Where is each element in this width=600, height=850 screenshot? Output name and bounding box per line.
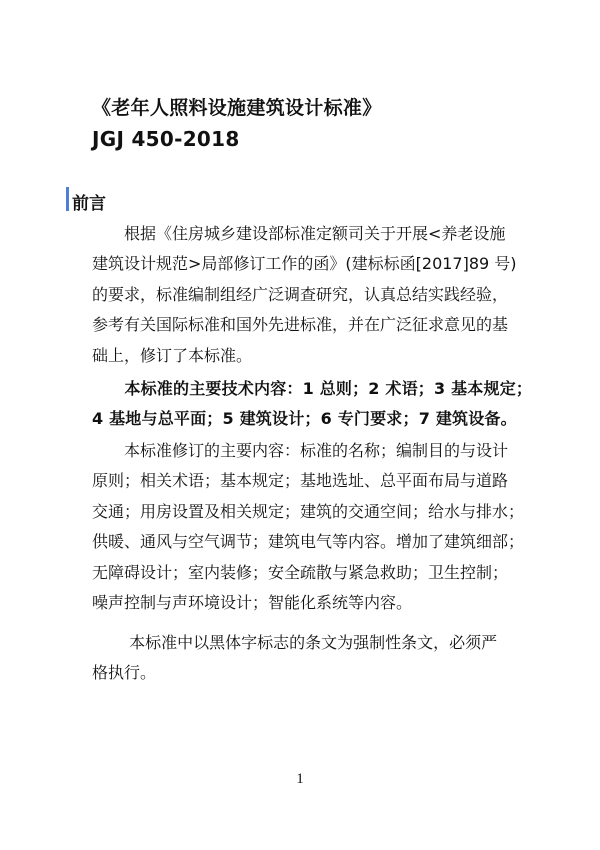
paragraph-line: 交通；用房设置及相关规定；建筑的交通空间；给水与排水；: [92, 501, 525, 521]
paragraph-line: 建筑设计规范>局部修订工作的函》(建标标函[2017]89 号): [92, 254, 517, 274]
paragraph-line: 4 基地与总平面；5 建筑设计；6 专门要求；7 建筑设备。: [92, 409, 517, 429]
paragraph-line: 原则；相关术语；基本规定；基地选址、总平面布局与道路: [92, 471, 509, 491]
paragraph-line: 格执行。: [92, 663, 157, 683]
section-heading-preface: 前言: [72, 194, 106, 214]
preface-paragraph-revision-contents: [92, 436, 532, 618]
preface-paragraph-main-contents: [92, 374, 532, 435]
paragraph-line: 参考有关国际标准和国外先进标准，并在广泛征求意见的基: [92, 315, 509, 335]
paragraph-line: 本标准修订的主要内容：标准的名称；编制目的与设计: [92, 441, 509, 460]
paragraph-line: 噪声控制与声环境设计；智能化系统等内容。: [92, 593, 413, 613]
paragraph-line: 根据《住房城乡建设部标准定额司关于开展<养老设施: [92, 224, 506, 243]
paragraph-line: 础上，修订了本标准。: [92, 345, 253, 365]
document-title: 《老年人照料设施建筑设计标准》: [92, 97, 382, 119]
paragraph-line: 供暖、通风与空气调节；建筑电气等内容。增加了建筑细部；: [92, 532, 525, 552]
page-number: 1: [296, 771, 304, 787]
paragraph-line: 的要求，标准编制组经广泛调查研究，认真总结实践经验，: [92, 284, 509, 304]
section-marker-bar: [66, 187, 69, 211]
paragraph-line: 本标准的主要技术内容：1 总则；2 术语；3 基本规定；: [92, 379, 533, 398]
paragraph-line: 无障碍设计；室内装修；安全疏散与紧急救助；卫生控制；: [92, 562, 509, 582]
paragraph-line: 本标准中以黑体字标志的条文为强制性条文，必须严: [92, 633, 498, 652]
preface-paragraph-revision-basis: [92, 219, 532, 371]
preface-paragraph-mandatory-note: [92, 628, 532, 689]
standard-code: JGJ 450-2018: [92, 127, 240, 151]
